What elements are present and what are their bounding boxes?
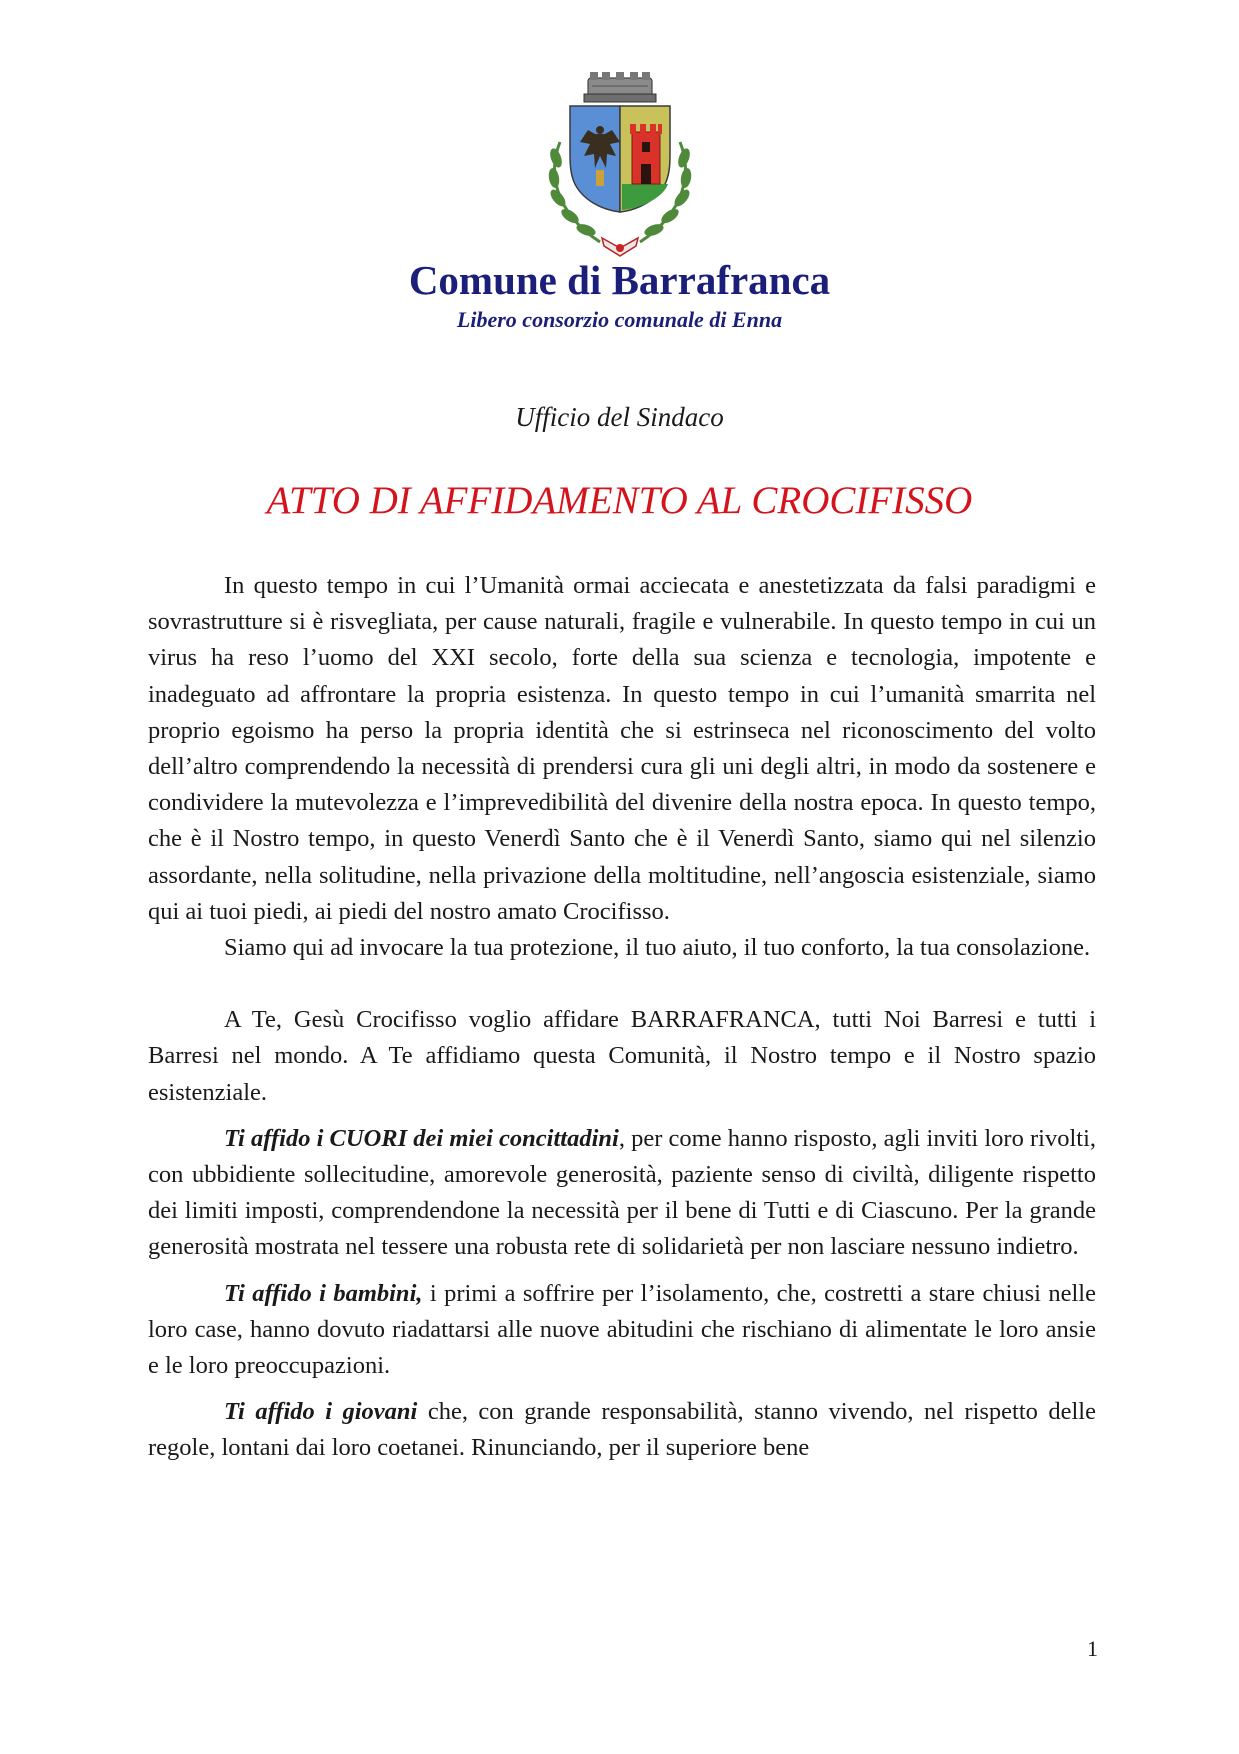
body-paragraph [148, 1276, 1096, 1385]
paragraph-text: A Te, Gesù Crocifisso voglio affidare BARRAFRANCA, tutti Noi Barresi e tutti i Barresi nel mondo. A Te affidiamo questa Comunità, il Nostro tempo e il Nostro spazio esistenziale. [148, 1006, 1096, 1106]
body-paragraph [148, 1121, 1096, 1266]
document-title: ATTO DI AFFIDAMENTO AL CROCIFISSO [266, 479, 973, 522]
body-paragraph [148, 930, 1096, 966]
shield-icon [570, 106, 670, 212]
page-number: 1 [1087, 1636, 1098, 1661]
ribbon-icon [602, 238, 638, 256]
paragraph-lead: Ti affido i bambini, [224, 1279, 423, 1307]
crown-icon [584, 72, 656, 102]
paragraph-lead: Ti affido i CUORI dei miei concittadini [224, 1124, 619, 1152]
paragraph-text: i primi a soffrire per l’isolamento, che, costretti a stare chiusi nelle loro case, hanno dovuto riadattarsi alle nuove abitudini che rischiano di alimentate le loro ansie e le loro preoccupazioni. [148, 1279, 1096, 1380]
org-subtitle: Libero consorzio comunale di Enna [456, 307, 783, 332]
paragraph-lead: Ti affido i giovani [224, 1398, 418, 1426]
document-body [148, 568, 1096, 1467]
body-paragraph [148, 568, 1096, 930]
paragraph-text: In questo tempo in cui l’Umanità ormai acciecata e anestetizzata da falsi paradigmi e sovrastrutture si è risvegliata, per cause naturali, fragile e vulnerabile. In questo tempo in cui un virus ha reso l’uomo del XXI secolo, forte della sua scienza e tecnologia, impotente e inadeguato ad affrontare la propria esistenza. In questo tempo in cui l’umanità smarrita nel proprio egoismo ha perso la propria identità che si estrinseca nel riconoscimento del volto dell’altro comprendendo la necessità di prendersi cura gli uni degli altri, in modo da sostenere e condividere la mutevolezza e l’imprevedibilità del divenire della nostra epoca. In questo tempo, che è il Nostro tempo, in questo Venerdì Santo che è il Venerdì Santo, siamo qui nel silenzio assordante, nella solitudine, nella privazione della moltitudine, nell’angoscia esistenziale, siamo qui ai tuoi piedi, ai piedi del nostro amato Crocifisso. [148, 572, 1096, 925]
office-heading: Ufficio del Sindaco [515, 402, 724, 432]
paragraph-text: che, con grande responsabilità, stanno vivendo, nel rispetto delle regole, lontani dai loro coetanei. Rinunciando, per il superiore bene [148, 1398, 1096, 1462]
body-paragraph [148, 1002, 1096, 1111]
paragraph-text: , per come hanno risposto, agli inviti loro rivolti, con ubbidiente sollecitudine, amorevole generosità, paziente senso di civiltà, diligente rispetto dei limiti imposti, comprendendone la necessità per il bene di Tutti e di Ciascuno. Per la grande generosità mostrata nel tessere una robusta rete di solidarietà per non lasciare nessuno indietro. [148, 1124, 1097, 1261]
municipal-coat-of-arms-icon [540, 72, 700, 262]
org-name: Comune di Barrafranca [408, 257, 831, 303]
paragraph-text: Siamo qui ad invocare la tua protezione, il tuo aiuto, il tuo conforto, la tua consolazione. [224, 934, 1091, 962]
body-paragraph [148, 1394, 1096, 1466]
